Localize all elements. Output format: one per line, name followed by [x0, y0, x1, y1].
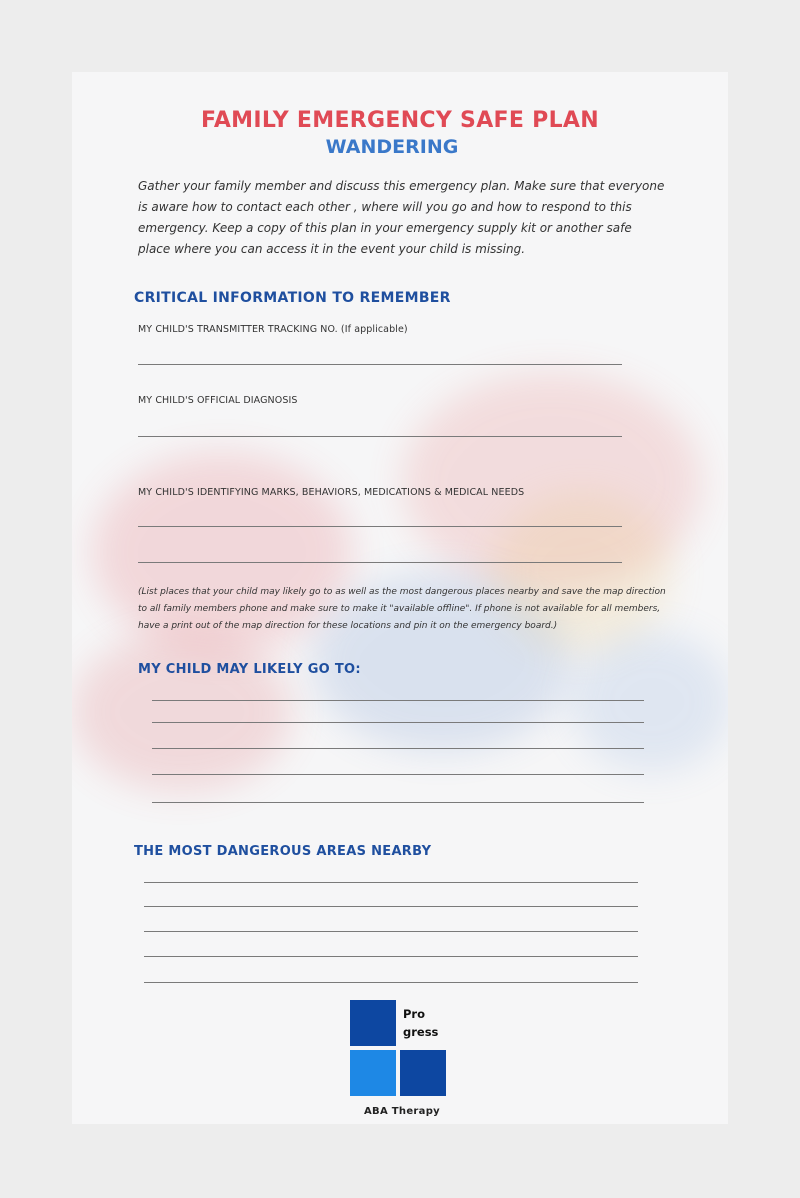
- identifying-marks-answer-line[interactable]: [138, 526, 622, 527]
- logo-square: [350, 1050, 396, 1096]
- intro-paragraph: Gather your family member and discuss this emergency plan. Make sure that everyone is aware how to contact each other , where will you go and how to respond to this emergency. Keep a copy of this plan in your emergency supply kit or another safe place where you can access it in the event your child is missing.: [138, 179, 665, 256]
- document-title: FAMILY EMERGENCY SAFE PLAN: [201, 108, 599, 133]
- identifying-marks-answer-line[interactable]: [138, 562, 622, 563]
- instructions-note: (List places that your child may likely go to as well as the most dangerous places nearby and save the map direction to all family members phone and make sure to make it "available offline". If phone is not available for all members, have a print out of the map direction for these locations and pin it on the emergency board.): [138, 587, 666, 631]
- dangerous-area-line[interactable]: [144, 906, 638, 907]
- transmitter-answer-line[interactable]: [138, 364, 622, 365]
- logo-square: [350, 1000, 396, 1046]
- logo-wordmark: [403, 1005, 438, 1041]
- watermark-shape: [572, 632, 728, 772]
- diagnosis-label: MY CHILD'S OFFICIAL DIAGNOSIS: [138, 395, 298, 406]
- dangerous-area-line[interactable]: [144, 982, 638, 983]
- likely-place-line[interactable]: [152, 700, 644, 701]
- dangerous-area-line[interactable]: [144, 882, 638, 883]
- logo-wordmark-line1: Pro: [403, 1007, 426, 1021]
- watermark-shape: [72, 632, 292, 792]
- likely-place-line[interactable]: [152, 774, 644, 775]
- progress-logo: [350, 1000, 450, 1100]
- logo-square: [400, 1050, 446, 1096]
- logo-wordmark-line2: gress: [403, 1025, 439, 1039]
- likely-place-line[interactable]: [152, 748, 644, 749]
- likely-place-line[interactable]: [152, 722, 644, 723]
- document-subtitle: WANDERING: [325, 136, 459, 158]
- form-sheet: [72, 72, 728, 1124]
- dangerous-areas-heading: THE MOST DANGEROUS AREAS NEARBY: [134, 844, 432, 859]
- diagnosis-answer-line[interactable]: [138, 436, 622, 437]
- identifying-marks-label: MY CHILD'S IDENTIFYING MARKS, BEHAVIORS, MEDICATIONS & MEDICAL NEEDS: [138, 487, 525, 498]
- dangerous-area-line[interactable]: [144, 931, 638, 932]
- dangerous-area-line[interactable]: [144, 956, 638, 957]
- likely-place-line[interactable]: [152, 802, 644, 803]
- transmitter-label: MY CHILD'S TRANSMITTER TRACKING NO. (If applicable): [138, 324, 408, 335]
- likely-go-heading: MY CHILD MAY LIKELY GO TO:: [138, 662, 361, 677]
- critical-info-heading: CRITICAL INFORMATION TO REMEMBER: [134, 290, 451, 306]
- logo-caption: ABA Therapy: [364, 1106, 440, 1117]
